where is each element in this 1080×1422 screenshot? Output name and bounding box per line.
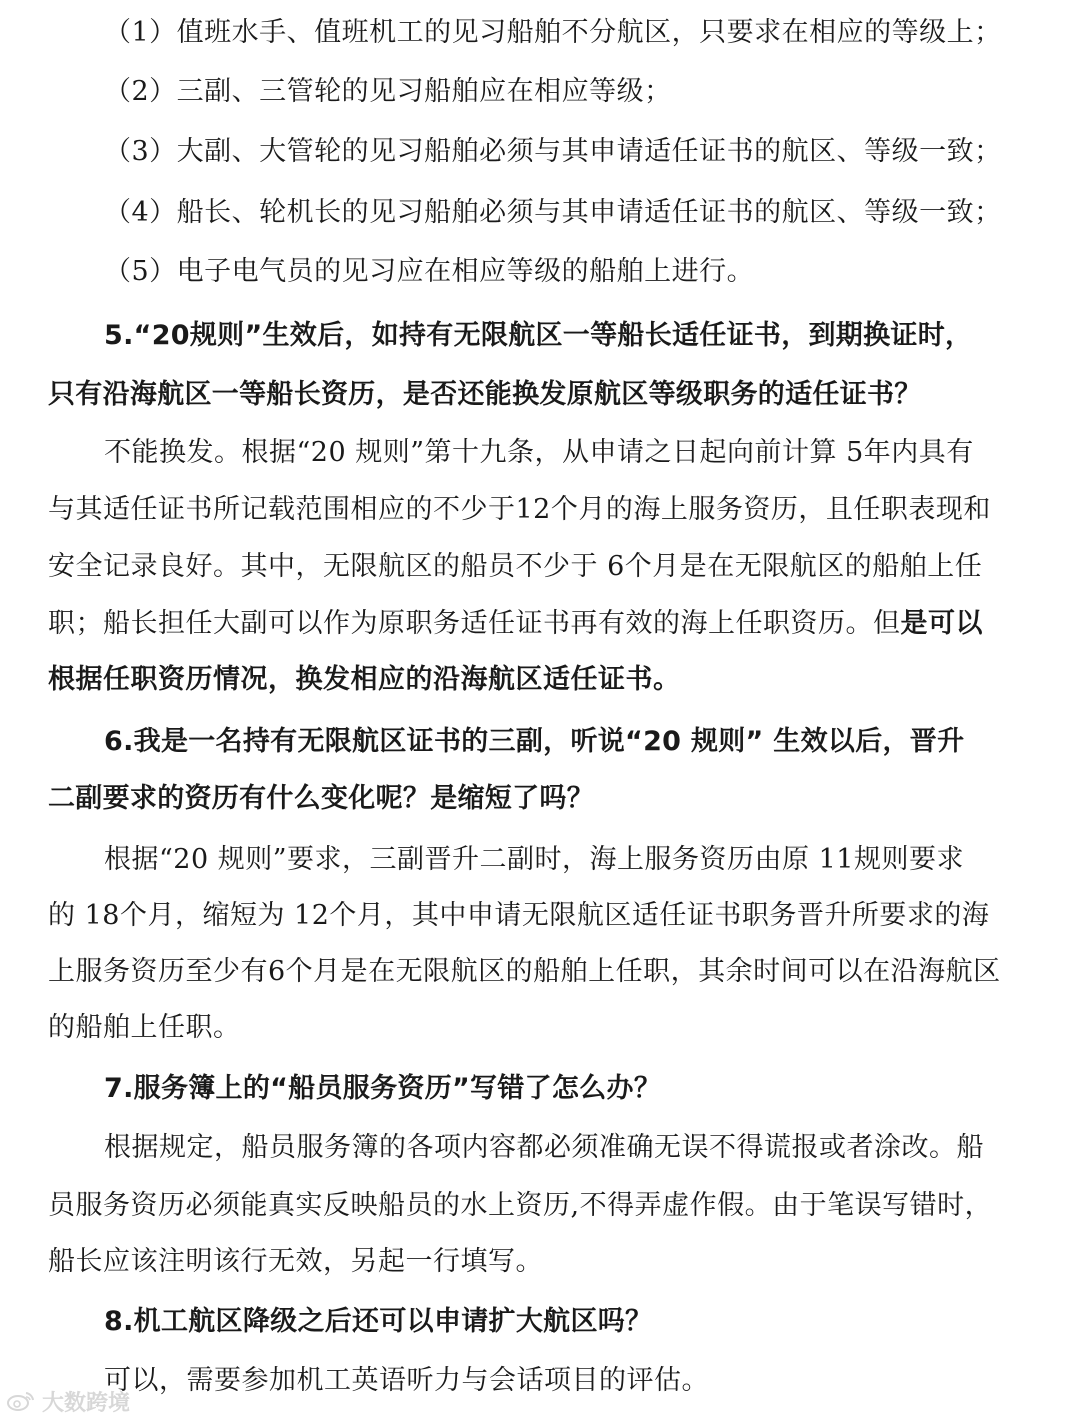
list-item-5: （5）电子电气员的见习应在相应等级的船舶上进行。 bbox=[104, 256, 755, 287]
question-8-heading: 8.机工航区降级之后还可以申请扩大航区吗？ bbox=[104, 1306, 653, 1337]
watermark-text: 大数跨境 bbox=[42, 1390, 131, 1416]
answer-5-line-1: 不能换发。根据“20 规则”第十九条，从申请之日起向前计算 5年内具有 bbox=[104, 437, 974, 468]
answer-5-line-5: 根据任职资历情况，换发相应的沿海航区适任证书。 bbox=[48, 664, 681, 695]
answer-5-line-4-bold: 是可以 bbox=[900, 608, 983, 639]
question-6-heading-cont: 二副要求的资历有什么变化呢？是缩短了吗？ bbox=[48, 783, 594, 814]
question-6-heading: 6.我是一名持有无限航区证书的三副，听说“20 规则” 生效以后，晋升 bbox=[104, 726, 965, 757]
answer-5-line-2: 与其适任证书所记载范围相应的不少于12个月的海上服务资历，且任职表现和 bbox=[48, 494, 991, 525]
answer-6-line-3: 上服务资历至少有6个月是在无限航区的船舶上任职，其余时间可以在沿海航区 bbox=[48, 956, 1001, 987]
answer-8-line-1: 可以，需要参加机工英语听力与会话项目的评估。 bbox=[104, 1365, 709, 1396]
question-7-heading: 7.服务簿上的“船员服务资历”写错了怎么办？ bbox=[104, 1073, 662, 1104]
watermark bbox=[6, 1385, 130, 1417]
list-item-4: （4）船长、轮机长的见习船舶必须与其申请适任证书的航区、等级一致； bbox=[104, 197, 1002, 228]
weibo-logo-icon bbox=[6, 1390, 36, 1412]
question-5-heading: 5.“20规则”生效后，如持有无限航区一等船长适任证书，到期换证时， bbox=[104, 320, 973, 351]
answer-5-line-4 bbox=[48, 604, 1038, 644]
answer-7-line-2: 员服务资历必须能真实反映船员的水上资历,不得弄虚作假。由于笔误写错时， bbox=[48, 1190, 993, 1221]
answer-7-line-3: 船长应该注明该行无效，另起一行填写。 bbox=[48, 1246, 543, 1277]
answer-7-line-1: 根据规定，船员服务簿的各项内容都必须准确无误不得谎报或者涂改。船 bbox=[104, 1132, 984, 1163]
answer-5-line-4-text: 职；船长担任大副可以作为原职务适任证书再有效的海上任职资历。但 bbox=[48, 608, 901, 639]
list-item-2: （2）三副、三管轮的见习船舶应在相应等级； bbox=[104, 76, 672, 107]
list-item-3: （3）大副、大管轮的见习船舶必须与其申请适任证书的航区、等级一致； bbox=[104, 136, 1002, 167]
answer-6-line-4: 的船舶上任职。 bbox=[48, 1012, 241, 1043]
list-item-1: （1）值班水手、值班机工的见习船舶不分航区，只要求在相应的等级上； bbox=[104, 17, 1002, 48]
answer-6-line-2: 的 18个月，缩短为 12个月，其中申请无限航区适任证书职务晋升所要求的海 bbox=[48, 900, 990, 931]
answer-5-line-3: 安全记录良好。其中，无限航区的船员不少于 6个月是在无限航区的船舶上任 bbox=[48, 551, 983, 582]
question-5-heading-cont: 只有沿海航区一等船长资历，是否还能换发原航区等级职务的适任证书？ bbox=[48, 379, 922, 410]
answer-6-line-1: 根据“20 规则”要求，三副晋升二副时，海上服务资历由原 11规则要求 bbox=[104, 844, 964, 875]
